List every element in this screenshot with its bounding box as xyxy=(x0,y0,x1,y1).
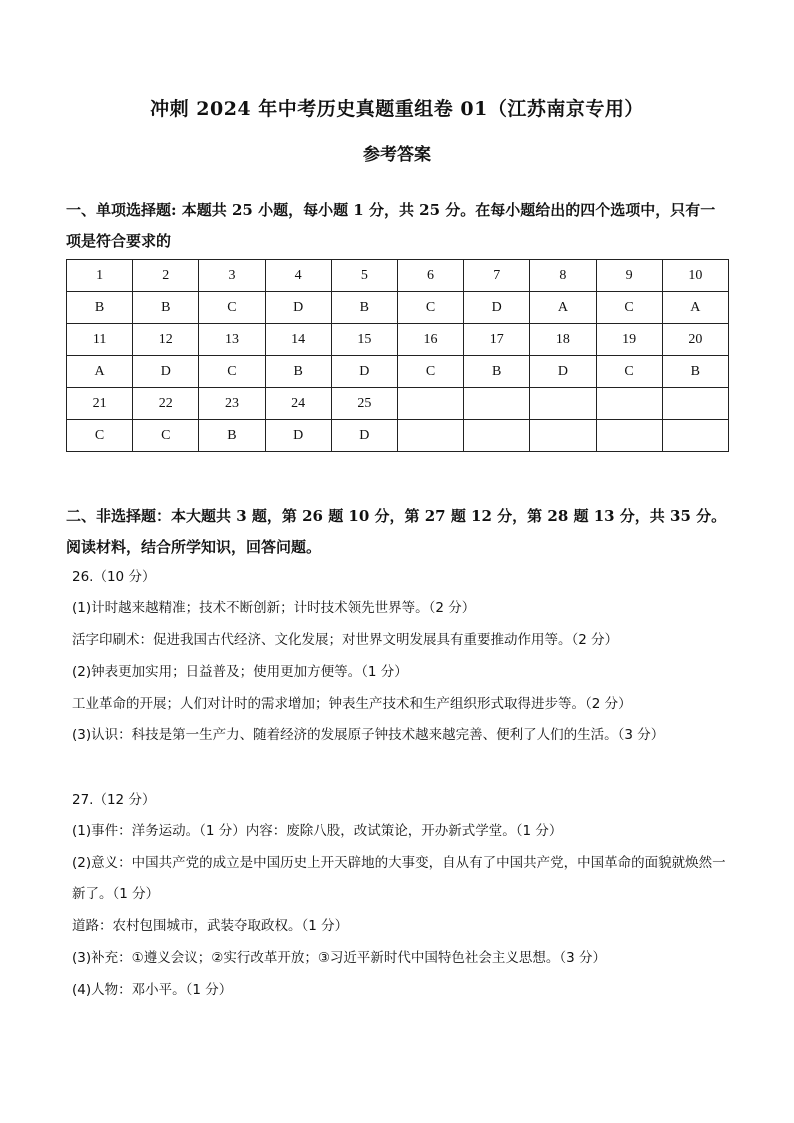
answer-cell: D xyxy=(265,292,331,324)
section2-heading: 二、非选择题：本大题共 3 题，第 26 题 10 分，第 27 题 12 分，第 28 题 13 分，共 35 分。阅读材料，结合所学知识，回答问题。 xyxy=(66,507,727,556)
answer-cell: D xyxy=(265,420,331,452)
answer-row xyxy=(67,420,729,452)
question-number-cell: 10 xyxy=(662,260,728,292)
q26-answer-line: (3)认识：科技是第一生产力、随着经济的发展原子钟技术越来越完善、便利了人们的生活。（3 分） xyxy=(72,727,665,743)
q27-label: 27.（12 分） xyxy=(72,792,156,808)
answer-cell: B xyxy=(331,292,397,324)
question-number-cell: 7 xyxy=(464,260,530,292)
answer-cell: B xyxy=(199,420,265,452)
question-number-cell: 12 xyxy=(133,324,199,356)
answer-cell: C xyxy=(596,292,662,324)
question-number-cell: 11 xyxy=(67,324,133,356)
q26-answer-line: (2)钟表更加实用；日益普及；使用更加方便等。（1 分） xyxy=(72,664,408,680)
question-number-cell: 3 xyxy=(199,260,265,292)
answer-cell: D xyxy=(530,356,596,388)
answer-cell: C xyxy=(397,292,463,324)
question-number-cell: 2 xyxy=(133,260,199,292)
answer-cell xyxy=(397,420,463,452)
question-number-cell: 18 xyxy=(530,324,596,356)
q26-answer-line: 活字印刷术：促进我国古代经济、文化发展；对世界文明发展具有重要推动作用等。（2 分） xyxy=(72,632,619,648)
answer-cell: B xyxy=(464,356,530,388)
answer-cell: D xyxy=(331,420,397,452)
question-number-cell: 4 xyxy=(265,260,331,292)
answer-cell: D xyxy=(133,356,199,388)
question-number-cell: 25 xyxy=(331,388,397,420)
question-number-cell: 16 xyxy=(397,324,463,356)
question-number-cell xyxy=(596,388,662,420)
question-number-cell xyxy=(530,388,596,420)
q27-answer-line: (1)事件：洋务运动。（1 分）内容：废除八股，改试策论，开办新式学堂。（1 分） xyxy=(72,823,563,839)
question-number-cell: 19 xyxy=(596,324,662,356)
q27-answer-line: (4)人物：邓小平。（1 分） xyxy=(72,982,233,998)
question-number-cell: 20 xyxy=(662,324,728,356)
question-number-cell: 23 xyxy=(199,388,265,420)
answer-cell: B xyxy=(265,356,331,388)
section1-heading: 一、单项选择题: 本题共 25 小题，每小题 1 分，共 25 分。在每小题给出的四个选项中，只有一项是符合要求的 xyxy=(66,201,716,250)
question-number-cell: 6 xyxy=(397,260,463,292)
question-number-cell xyxy=(464,388,530,420)
question-number-cell: 9 xyxy=(596,260,662,292)
q27-answer-line: (3)补充：①遵义会议；②实行改革开放；③习近平新时代中国特色社会主义思想。（3 分） xyxy=(72,950,607,966)
question-number-cell: 22 xyxy=(133,388,199,420)
question-number-row xyxy=(67,260,729,292)
answer-cell: C xyxy=(397,356,463,388)
q27-answer-line: 道路：农村包围城市，武装夺取政权。（1 分） xyxy=(72,918,349,934)
answer-cell xyxy=(464,420,530,452)
question-number-cell: 15 xyxy=(331,324,397,356)
answer-cell: C xyxy=(67,420,133,452)
answer-cell: C xyxy=(596,356,662,388)
page-subtitle: 参考答案 xyxy=(363,145,431,165)
question-number-row xyxy=(67,324,729,356)
answer-cell: B xyxy=(662,356,728,388)
answer-cell: D xyxy=(464,292,530,324)
answer-cell xyxy=(662,420,728,452)
question-number-cell xyxy=(397,388,463,420)
answer-cell: B xyxy=(67,292,133,324)
question-number-cell: 14 xyxy=(265,324,331,356)
question-number-cell: 21 xyxy=(67,388,133,420)
question-number-cell: 1 xyxy=(67,260,133,292)
question-number-cell: 24 xyxy=(265,388,331,420)
q26-answer-line: 工业革命的开展；人们对计时的需求增加；钟表生产技术和生产组织形式取得进步等。（2 分） xyxy=(72,696,632,712)
answer-cell xyxy=(530,420,596,452)
answer-table xyxy=(66,259,729,452)
answer-cell: A xyxy=(662,292,728,324)
answer-cell: C xyxy=(199,356,265,388)
answer-cell: C xyxy=(199,292,265,324)
answer-cell: A xyxy=(530,292,596,324)
answer-cell xyxy=(596,420,662,452)
answer-cell: C xyxy=(133,420,199,452)
question-number-row xyxy=(67,388,729,420)
page-title: 冲刺 2024 年中考历史真题重组卷 01（江苏南京专用） xyxy=(150,98,644,120)
question-number-cell: 5 xyxy=(331,260,397,292)
q26-answer-line: (1)计时越来越精准；技术不断创新；计时技术领先世界等。（2 分） xyxy=(72,600,476,616)
q27-answer-line: (2)意义：中国共产党的成立是中国历史上开天辟地的大事变，自从有了中国共产党，中国革命的面貌就焕然一新了。（1 分） xyxy=(72,855,726,902)
answer-row xyxy=(67,356,729,388)
question-number-cell xyxy=(662,388,728,420)
answer-cell: D xyxy=(331,356,397,388)
question-number-cell: 13 xyxy=(199,324,265,356)
answer-row xyxy=(67,292,729,324)
question-number-cell: 17 xyxy=(464,324,530,356)
answer-cell: A xyxy=(67,356,133,388)
question-number-cell: 8 xyxy=(530,260,596,292)
answer-cell: B xyxy=(133,292,199,324)
q26-label: 26.（10 分） xyxy=(72,569,156,585)
